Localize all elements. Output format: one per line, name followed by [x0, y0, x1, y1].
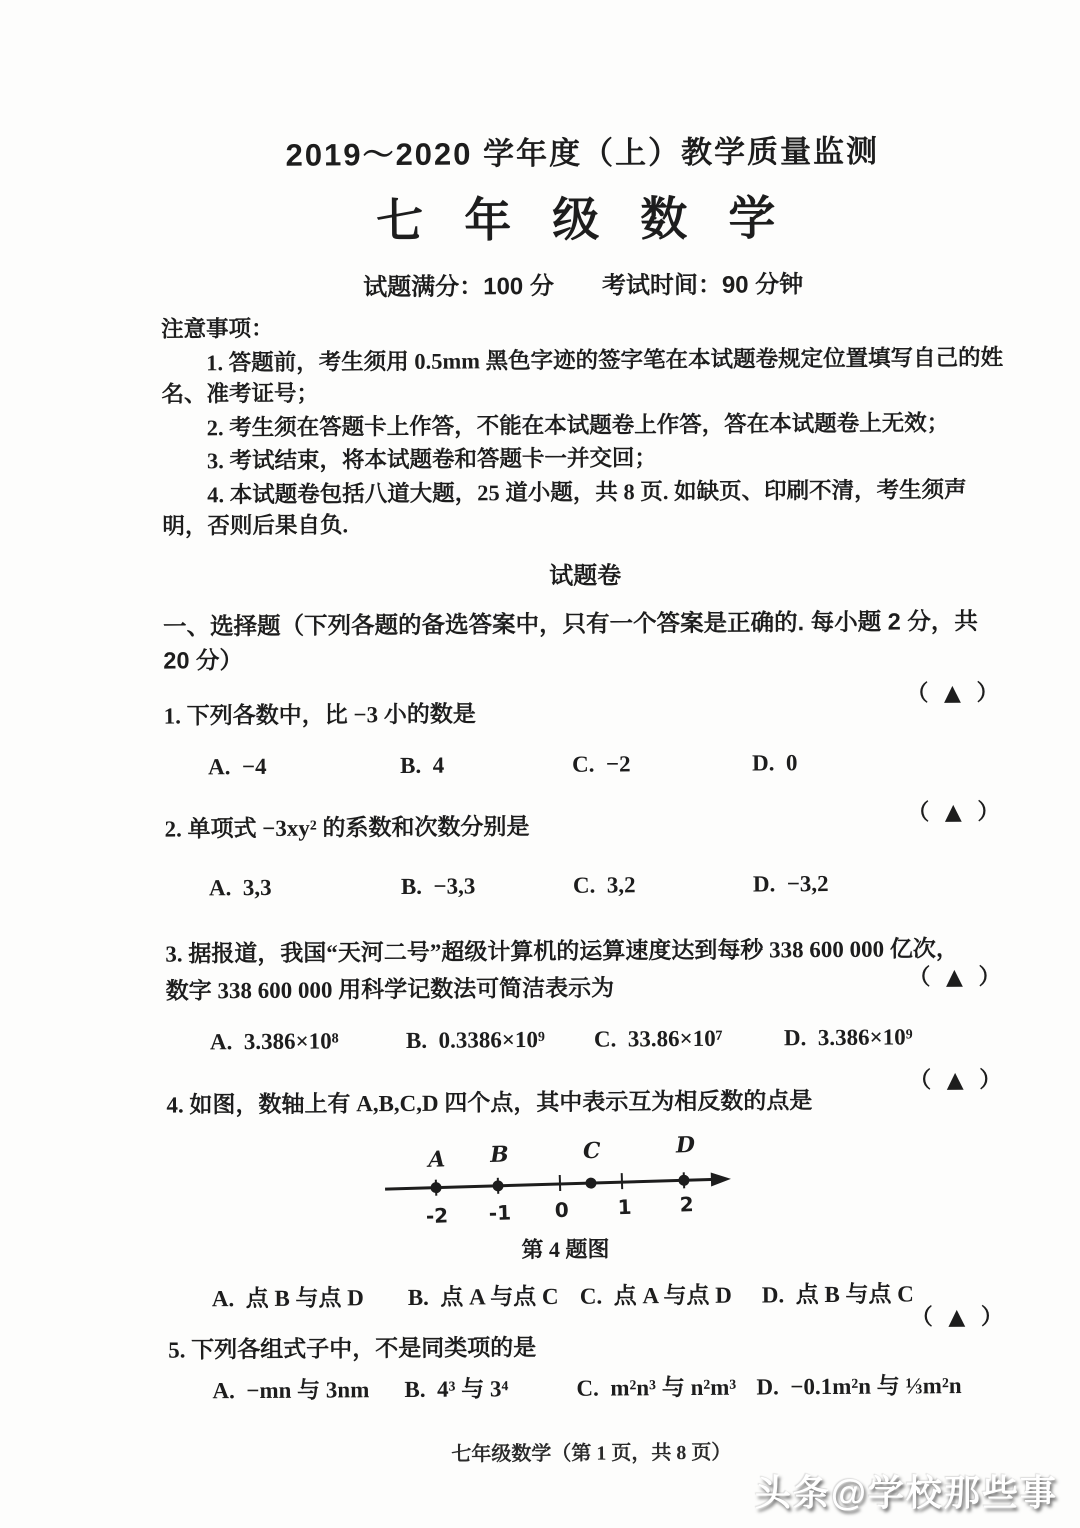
notice-item-1: 1. 答题前，考生须用 0.5mm 黑色字迹的签字笔在本试题卷规定位置填写自己的姓名、准考证号；	[161, 344, 1004, 407]
point-c-dot	[585, 1178, 596, 1189]
tick-label-0: 0	[554, 1197, 570, 1223]
option-c: C. 3,2	[572, 871, 636, 898]
question-4-stem: 4. 如图，数轴上有 A,B,C,D 四个点，其中表示互为相反数的点是	[166, 1088, 813, 1118]
option-b: B. 点 A 与点 C	[407, 1284, 559, 1311]
option-a: A. 3.386×10⁸	[209, 1028, 339, 1055]
tick-label-1: 1	[617, 1195, 632, 1220]
notice-heading: 注意事项：	[160, 315, 274, 342]
option-b: B. 4³ 与 3⁴	[404, 1376, 509, 1403]
answer-bracket-q5: （ ▲ ）	[910, 1305, 1008, 1331]
option-a: A. −mn 与 3nm	[212, 1377, 370, 1404]
point-a-dot	[430, 1182, 441, 1193]
option-b: B. 4	[399, 752, 445, 778]
question-5-stem: 5. 下列各组式子中，不是同类项的是	[168, 1335, 537, 1363]
question-5	[168, 1305, 1013, 1406]
paper-label: 试题卷	[549, 561, 622, 590]
question-4	[166, 1068, 1013, 1314]
answer-bracket-q2: （ ▲ ）	[907, 799, 1004, 825]
point-label-b: B	[489, 1141, 510, 1169]
option-d: D. 0	[751, 749, 798, 776]
option-b: B. −3,3	[400, 872, 476, 899]
exam-subject-title: 七 年 级 数 学	[375, 191, 790, 248]
option-d: D. 3.386×10⁹	[783, 1024, 913, 1051]
option-c: C. 点 A 与点 D	[579, 1282, 732, 1309]
tick-label-neg2: -2	[425, 1203, 449, 1229]
point-label-d: D	[675, 1132, 696, 1159]
option-d: D. 点 B 与点 C	[761, 1281, 914, 1308]
question-2-options	[165, 869, 1010, 901]
number-line-figure	[379, 1126, 752, 1233]
question-3-stem-line-2: 数字 338 600 000 用科学记数法可简洁表示为	[165, 975, 615, 1004]
point-b-dot	[492, 1180, 503, 1191]
question-4-options	[168, 1275, 1013, 1314]
question-1-stem: 1. 下列各数中，比 −3 小的数是	[163, 700, 476, 729]
notice-item-3: 3. 考试结束，将本试题卷和答题卡一并交回；	[206, 445, 658, 474]
question-1	[163, 680, 1010, 780]
section-1-heading: 一、选择题（下列各题的备选答案中，只有一个答案是正确的. 每小题 2 分，共 20 分）	[163, 607, 978, 674]
point-d-dot	[678, 1175, 689, 1186]
notice-item-4: 4. 本试题卷包括八道大题，25 道小题，共 8 页. 如缺页、印刷不清，考生须声明，否则后果自负.	[162, 476, 967, 539]
notice-section	[161, 308, 1008, 542]
answer-bracket-q1: （ ▲ ）	[906, 680, 1003, 706]
question-1-options	[164, 748, 1009, 780]
question-3	[165, 929, 1011, 1061]
option-c: C. −2	[571, 750, 631, 777]
question-5-options	[168, 1367, 1013, 1406]
answer-bracket-q3: （ ▲ ）	[908, 964, 1005, 990]
point-label-c: C	[582, 1138, 601, 1165]
question-3-options	[166, 1018, 1011, 1061]
page-footer: 七年级数学（第 1 页，共 8 页）	[451, 1441, 732, 1466]
option-d: D. −0.1m²n 与 ⅓m²n	[756, 1373, 962, 1400]
tick-label-neg1: -1	[488, 1200, 512, 1226]
option-a: A. 点 B 与点 D	[211, 1285, 364, 1312]
question-2	[164, 799, 1010, 901]
exam-meta: 试题满分：100 分 考试时间：90 分钟	[363, 271, 804, 302]
number-line-svg	[379, 1126, 752, 1233]
point-label-a: A	[427, 1146, 446, 1174]
question-2-stem: 2. 单项式 −3xy² 的系数和次数分别是	[164, 813, 530, 842]
option-c: C. 33.86×10⁷	[593, 1025, 723, 1052]
option-a: A. 3,3	[208, 874, 272, 900]
figure-caption: 第 4 题图	[521, 1236, 610, 1263]
axis-arrowhead-icon	[711, 1172, 731, 1187]
option-d: D. −3,2	[752, 870, 829, 897]
question-3-stem-line-1: 3. 据报道，我国“天河二号”超级计算机的运算速度达到每秒 338 600 000 亿次，	[165, 935, 959, 967]
option-c: C. m²n³ 与 n²m³	[576, 1374, 737, 1402]
notice-item-2: 2. 考生须在答题卡上作答，不能在本试题卷上作答，答在本试题卷上无效；	[206, 409, 950, 440]
watermark: 头条@学校那些事	[754, 1472, 1058, 1513]
option-b: B. 0.3386×10⁹	[405, 1026, 545, 1053]
option-a: A. −4	[207, 753, 267, 779]
tick-label-2: 2	[679, 1192, 694, 1217]
answer-bracket-q4: （ ▲ ）	[908, 1068, 1006, 1094]
exam-session-title: 2019～2020 学年度（上）教学质量监测	[285, 133, 880, 173]
